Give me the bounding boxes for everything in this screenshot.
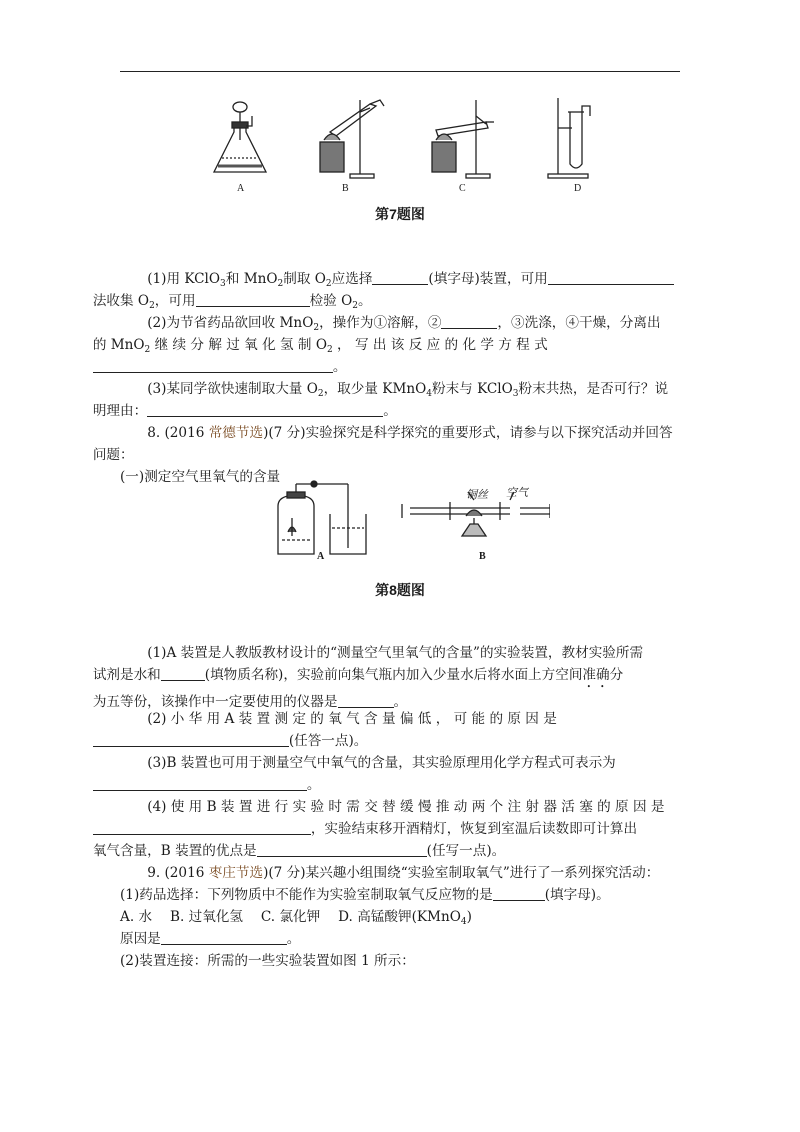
fig8-handwritten-copper: 铜丝 [466, 489, 488, 501]
q7-part2: (2)为节省药品欲回收 MnO$_2$，操作为①溶解，② ，③洗涤，④干燥，分离出 的 MnO$_2$ 继 续 分 解 过 氧 化 氢 制 $O_2$ ， 写 出 该 反 应 的 化 学 方 程 式 。 [92, 315, 661, 375]
q8-answer-blank-5[interactable] [93, 819, 311, 835]
fig7-label-c: C [459, 183, 466, 194]
q8-part2: (2) 小 华 用 A 装 置 测 定 的 氧 气 含 量 偏 低 ， 可 能 的 原 因 是 (任答一点)。 [120, 708, 680, 752]
q8-part1: (1)A 装置是人教版教材设计的“测量空气里氧气的含量”的实验装置，教材实验所需 试剂是水和 (填物质名称)，实验前向集气瓶内加入少量水后将水面上方空间准确分 为五等份，该操作中一定要使用的仪器是 。 [92, 645, 644, 710]
fig8-label-a: A [317, 551, 325, 562]
fig8-handwritten-air: 空气 [506, 487, 528, 499]
fig7-label-b: B [342, 183, 349, 194]
q8-intro: 8. (2016 常德节选)(7 分)实验探究是科学探究的重要形式，请参与以下探究活动并回答 问题： (一)测定空气里氧气的含量 [92, 425, 673, 485]
q8-answer-blank-1[interactable] [161, 665, 205, 681]
q8-part3: (3)B 装置也可用于测量空气中氧气的含量，其实验原理用化学方程式可表示为 。 [120, 752, 680, 796]
figure-7-apparatus [200, 92, 620, 184]
q9-answer-blank-2[interactable] [161, 929, 287, 945]
q9-options: A. 水 B. 过氧化氢 C. 氯化钾 D. 高锰酸钾(KMnO [120, 909, 461, 925]
q7-answer-blank-2[interactable] [548, 269, 674, 285]
apparatus-a-flask [214, 102, 266, 172]
fig7-label-a: A [237, 183, 245, 194]
q8-answer-blank-2[interactable] [338, 692, 394, 708]
fig7-label-d: D [574, 183, 582, 194]
q7-answer-blank-1[interactable] [372, 269, 428, 285]
apparatus-a-bottle-beaker [278, 481, 366, 554]
q7-answer-blank-5[interactable] [93, 357, 333, 373]
apparatus-c-heating [432, 100, 494, 178]
apparatus-d-test-tube [548, 98, 590, 178]
fig8-caption: 第8题图 [375, 582, 425, 598]
fig8-label-b: B [479, 551, 486, 562]
q7-answer-blank-6[interactable] [147, 401, 383, 417]
q8-answer-blank-3[interactable] [93, 731, 289, 747]
header-rule [120, 71, 680, 72]
q8-part4: (4) 使 用 B 装 置 进 行 实 验 时 需 交 替 缓 慢 推 动 两 个 注 射 器 活 塞 的 原 因 是 ，实验结束移开酒精灯，恢复到室温后读数即可计算出 氧气含量，B 装置的优点是 (任写一点)。 [92, 799, 665, 859]
fig7-caption: 第7题图 [375, 206, 425, 222]
q8-answer-blank-6[interactable] [257, 841, 427, 857]
q9-answer-blank-1[interactable] [493, 885, 545, 901]
q7-part1: (1)用 KClO$_3$和 MnO$_2$制取 $O_2$应选择 (填字母)装置，可用 法收集 $O_2$，可用 检验 $O_2$。 [120, 268, 680, 312]
q8-answer-blank-4[interactable] [93, 775, 307, 791]
q7-part3: (3)某同学欲快速制取大量 $O_2$，取少量 KMnO$_4$粉末与 KClO$_3$粉末共热，是否可行？说 明理由： 。 [92, 381, 669, 419]
q9-intro: 9. (2016 枣庄节选)(7 分)某兴趣小组围绕“实验室制取氧气”进行了一系列探究活动： (1)药品选择：下列物质中不能作为实验室制取氧气反应物的是 (填字母)。 A. 水 B. 过氧化氢 C. 氯化钾 D. 高锰酸钾(KMnO$_4$) 原因是 。 (2)装置连接：所需的一些实验装置如图 1 所示： [120, 865, 660, 969]
apparatus-b-heating [320, 100, 384, 178]
q7-answer-blank-3[interactable] [196, 291, 310, 307]
q7-answer-blank-4[interactable] [441, 313, 497, 329]
